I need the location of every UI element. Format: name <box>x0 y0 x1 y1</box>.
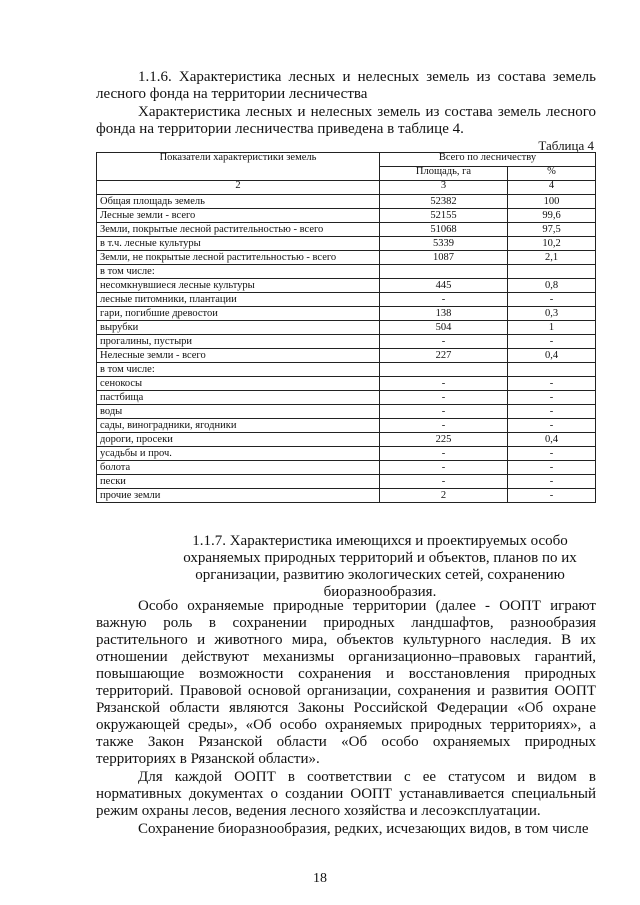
row-label: усадьбы и проч. <box>97 447 380 461</box>
row-area: - <box>380 461 508 475</box>
table-row <box>97 237 596 251</box>
row-percent: - <box>508 461 596 475</box>
row-area: 138 <box>380 307 508 321</box>
row-percent <box>508 265 596 279</box>
row-percent: - <box>508 293 596 307</box>
table-row <box>97 265 596 279</box>
table-row <box>97 419 596 433</box>
table-row <box>97 377 596 391</box>
table-row <box>97 363 596 377</box>
row-area: - <box>380 391 508 405</box>
row-area: 2 <box>380 489 508 503</box>
row-label: лесные питомники, плантации <box>97 293 380 307</box>
table-row <box>97 489 596 503</box>
column-number: 3 <box>380 181 508 195</box>
row-percent: 100 <box>508 195 596 209</box>
page-number: 18 <box>313 871 327 886</box>
row-area: - <box>380 377 508 391</box>
table-row <box>97 405 596 419</box>
row-percent <box>508 363 596 377</box>
row-area: 227 <box>380 349 508 363</box>
row-area <box>380 265 508 279</box>
header-total: Всего по лесничеству <box>380 153 596 167</box>
row-label: Земли, покрытые лесной растительностью - всего <box>97 223 380 237</box>
row-area: 52155 <box>380 209 508 223</box>
table-row <box>97 433 596 447</box>
table-row <box>97 335 596 349</box>
table-body <box>97 195 596 503</box>
row-label: Нелесные земли - всего <box>97 349 380 363</box>
row-percent: 2,1 <box>508 251 596 265</box>
row-area: 1087 <box>380 251 508 265</box>
row-label: Земли, не покрытые лесной растительностью - всего <box>97 251 380 265</box>
row-area: - <box>380 419 508 433</box>
row-area: 51068 <box>380 223 508 237</box>
row-percent: 0,4 <box>508 349 596 363</box>
row-label: болота <box>97 461 380 475</box>
row-area: 225 <box>380 433 508 447</box>
header-area: Площадь, га <box>380 167 508 181</box>
table-row <box>97 251 596 265</box>
table-row <box>97 349 596 363</box>
row-percent: - <box>508 447 596 461</box>
row-label: прогалины, пустыри <box>97 335 380 349</box>
row-percent: 0,8 <box>508 279 596 293</box>
column-number: 4 <box>508 181 596 195</box>
row-label: сенокосы <box>97 377 380 391</box>
row-area: 5339 <box>380 237 508 251</box>
row-area: - <box>380 293 508 307</box>
row-percent: 97,5 <box>508 223 596 237</box>
intro-paragraph: Характеристика лесных и нелесных земель из состава земель лесного фонда на территории лесничества приведена в таблице 4. <box>96 104 596 137</box>
body-paragraph: Особо охраняемые природные территории (далее - ООПТ играют важную роль в сохранении природных ландшафтов, разнообразия растительного и животного мира, объектов культурного наследия. В их отношении действуют механизмы организационно–правовых гарантий, повышающие возможности сохранения и восстановления природных территорий. Правовой основой организации, сохранения и развития ООПТ Рязанской области являются Законы Российской Федерации «Об охране окружающей среды», «Об особо охраняемых природных территориях», а также Закон Рязанской области «Об особо охраняемых природных территориях в Рязанской области». <box>96 598 596 767</box>
header-percent: % <box>508 167 596 181</box>
row-label: прочие земли <box>97 489 380 503</box>
section-heading-1-1-7: 1.1.7. Характеристика имеющихся и проектируемых особо охраняемых природных территорий и объектов, планов по их организации, развитию экологических сетей, сохранению биоразнообразия. <box>183 533 577 600</box>
table-row <box>97 223 596 237</box>
row-label: Лесные земли - всего <box>97 209 380 223</box>
body-paragraph: Сохранение биоразнообразия, редких, исчезающих видов, в том числе <box>138 821 589 837</box>
row-percent: - <box>508 475 596 489</box>
row-percent: 0,3 <box>508 307 596 321</box>
row-percent: - <box>508 405 596 419</box>
row-percent: 10,2 <box>508 237 596 251</box>
table-row <box>97 293 596 307</box>
table-caption: Таблица 4 <box>538 138 594 153</box>
row-percent: - <box>508 391 596 405</box>
row-percent: - <box>508 419 596 433</box>
section-heading-1-1-6: 1.1.6. Характеристика лесных и нелесных земель из состава земель лесного фонда на территории лесничества <box>96 69 596 102</box>
table-row <box>97 475 596 489</box>
header-indicator: Показатели характеристики земель <box>97 153 380 181</box>
table-row <box>97 279 596 293</box>
row-area: - <box>380 335 508 349</box>
row-label: в том числе: <box>97 363 380 377</box>
row-percent: 0,4 <box>508 433 596 447</box>
row-area: - <box>380 447 508 461</box>
row-area: 52382 <box>380 195 508 209</box>
table-row <box>97 461 596 475</box>
row-label: в том числе: <box>97 265 380 279</box>
row-label: дороги, просеки <box>97 433 380 447</box>
row-area: 445 <box>380 279 508 293</box>
row-percent: - <box>508 489 596 503</box>
row-label: пастбища <box>97 391 380 405</box>
land-characteristics-table <box>96 152 596 503</box>
row-percent: - <box>508 335 596 349</box>
table-row <box>97 307 596 321</box>
row-percent: 99,6 <box>508 209 596 223</box>
row-label: пески <box>97 475 380 489</box>
table-row <box>97 447 596 461</box>
body-paragraph: Для каждой ООПТ в соответствии с ее статусом и видом в нормативных документах о создании ООПТ устанавливается специальный режим охраны лесов, ведения лесного хозяйства и лесоэксплуатации. <box>96 769 596 819</box>
row-area: 504 <box>380 321 508 335</box>
row-label: Общая площадь земель <box>97 195 380 209</box>
row-percent: - <box>508 377 596 391</box>
row-label: воды <box>97 405 380 419</box>
table-row <box>97 209 596 223</box>
row-label: несомкнувшиеся лесные культуры <box>97 279 380 293</box>
row-label: сады, виноградники, ягодники <box>97 419 380 433</box>
row-area: - <box>380 405 508 419</box>
table-row <box>97 321 596 335</box>
row-percent: 1 <box>508 321 596 335</box>
row-area: - <box>380 475 508 489</box>
column-number: 2 <box>97 181 380 195</box>
row-label: вырубки <box>97 321 380 335</box>
table-row <box>97 195 596 209</box>
row-label: в т.ч. лесные культуры <box>97 237 380 251</box>
table-row <box>97 391 596 405</box>
row-area <box>380 363 508 377</box>
row-label: гари, погибшие древостои <box>97 307 380 321</box>
